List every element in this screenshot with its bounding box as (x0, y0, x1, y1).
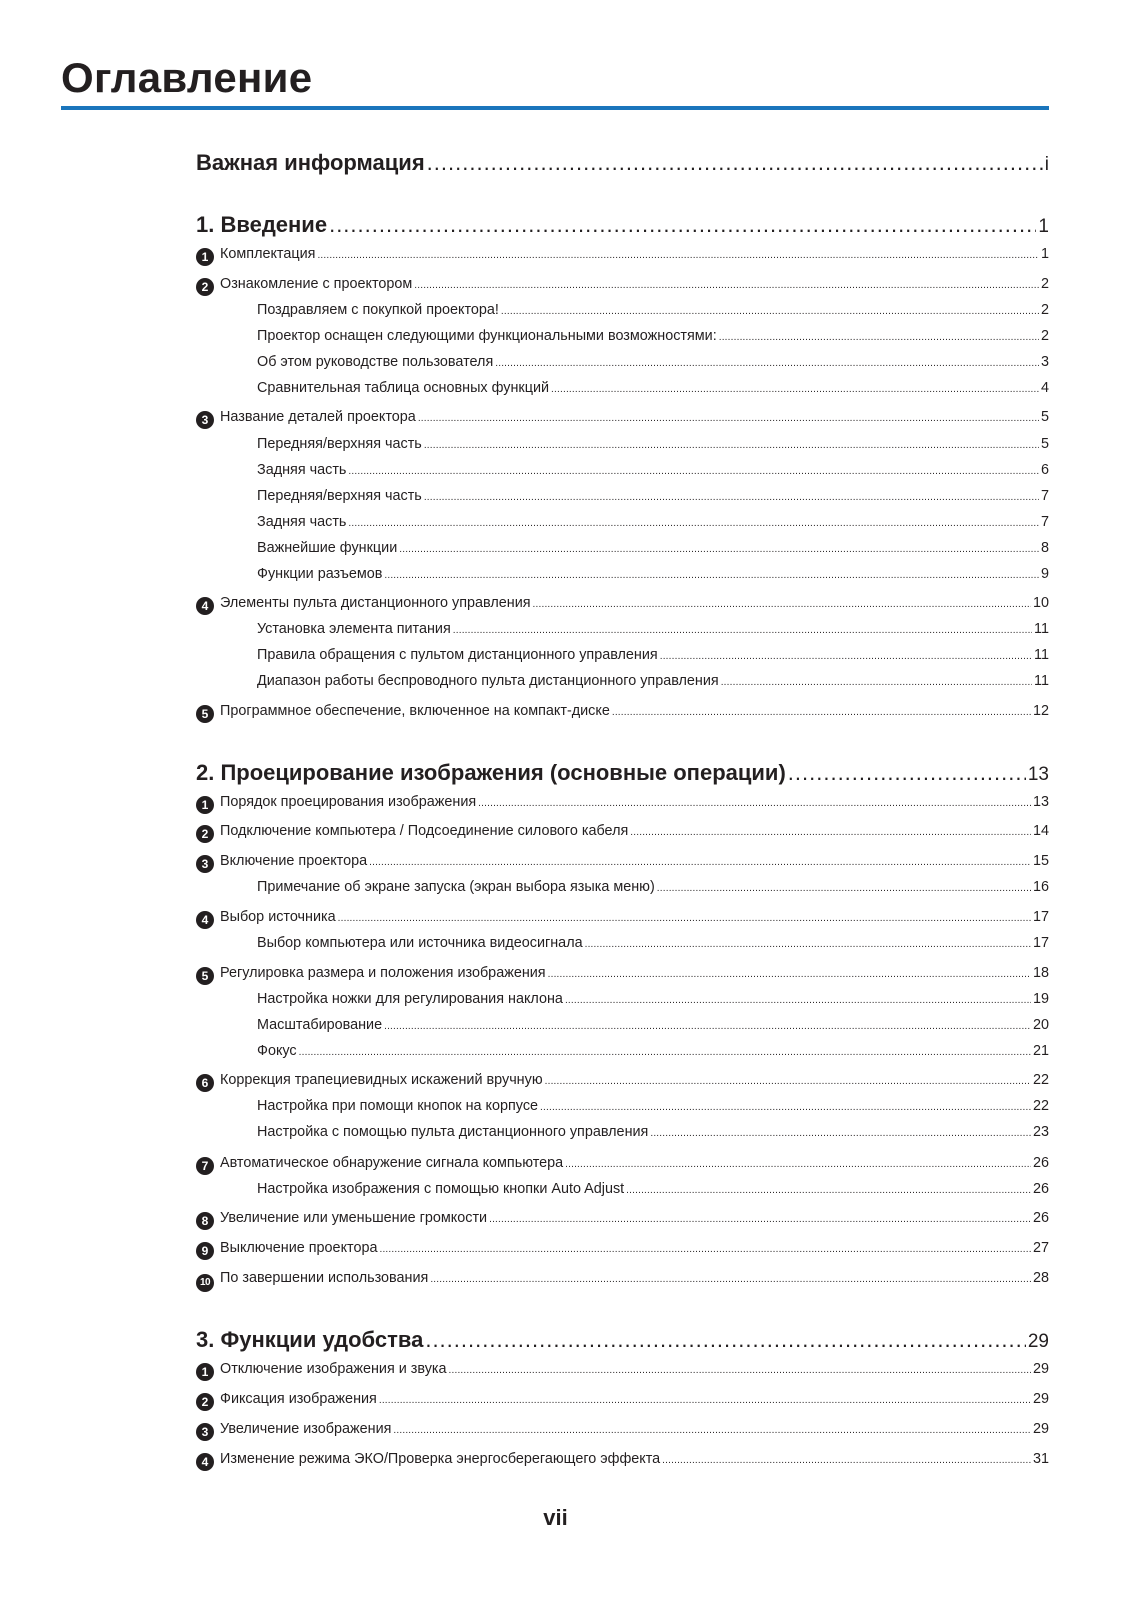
toc-entry-text: Передняя/верхняя часть (257, 488, 422, 504)
toc-entry-label (257, 436, 422, 452)
toc-subsection[interactable] (257, 1124, 1049, 1140)
toc-section[interactable] (196, 1421, 1049, 1441)
toc-entry-text: Название деталей проектора (220, 409, 416, 425)
toc-entry-text: Важнейшие функции (257, 540, 398, 556)
section-number-icon: 2 (196, 1393, 214, 1411)
toc-entry-text: Фокус (257, 1043, 297, 1059)
toc-entry-text: Выключение проектора (220, 1240, 378, 1256)
toc-entry-label (257, 566, 382, 582)
toc-entry-label (257, 647, 658, 663)
toc-page-number: 14 (1032, 823, 1049, 839)
leader-dots (414, 280, 1039, 291)
toc-entry-label (196, 1240, 377, 1260)
toc-page-number: 16 (1032, 879, 1049, 895)
toc-entry-label (196, 1451, 660, 1471)
toc-entry-label (257, 1043, 297, 1059)
toc-page-number: 10 (1032, 595, 1049, 611)
toc-entry-text: Порядок проецирования изображения (220, 794, 477, 810)
toc-page-number: 31 (1032, 1451, 1049, 1467)
toc-section[interactable] (196, 965, 1049, 985)
toc-page-number: 13 (1027, 764, 1049, 785)
toc-entry-text: Настройка при помощи кнопок на корпусе (257, 1098, 539, 1114)
toc-page-number: 11 (1034, 673, 1049, 689)
toc-page-number: 11 (1034, 647, 1049, 663)
toc-entry-label (257, 879, 655, 895)
toc-entry-label (257, 488, 422, 504)
toc-entry-text: По завершении использования (220, 1270, 429, 1286)
toc-entry-text: Фиксация изображения (220, 1391, 377, 1407)
toc-entry-text: 1. Введение (196, 212, 328, 237)
leader-dots (501, 306, 1039, 317)
toc-page-number: i (1044, 154, 1049, 175)
toc-entry-label (257, 1017, 382, 1033)
leader-dots (384, 570, 1039, 581)
toc-subsection[interactable] (257, 621, 1049, 637)
toc-entry-label (196, 1421, 391, 1441)
toc-entry-text: Диапазон работы беспроводного пульта дистанционного управления (257, 673, 719, 689)
toc-section[interactable] (196, 1155, 1049, 1175)
leader-dots (721, 677, 1032, 688)
toc-entry-label (257, 1098, 538, 1114)
leader-dots (418, 413, 1039, 424)
leader-dots (384, 1021, 1031, 1032)
toc-section[interactable] (196, 1361, 1049, 1381)
toc-page-number: 2 (1040, 328, 1049, 344)
toc-subsection[interactable] (257, 302, 1049, 318)
toc-page-number: 9 (1040, 566, 1049, 582)
toc-entry-label (196, 595, 531, 615)
leader-dots (719, 332, 1039, 343)
leader-dots (317, 250, 1039, 261)
toc-subsection[interactable] (257, 673, 1049, 689)
toc-section[interactable] (196, 1270, 1049, 1292)
leader-dots (565, 995, 1031, 1006)
toc-entry-label (257, 1181, 624, 1197)
leader-dots (662, 1455, 1031, 1466)
toc-entry-text: Выбор компьютера или источника видеосигнала (257, 935, 583, 951)
toc-section[interactable] (196, 246, 1049, 266)
toc-page-number: 27 (1032, 1240, 1049, 1256)
leader-dots (425, 1327, 1026, 1353)
toc-section[interactable] (196, 1210, 1049, 1230)
leader-dots (545, 1076, 1031, 1087)
leader-dots (424, 492, 1039, 503)
toc-entry-label (257, 328, 717, 344)
toc-chapter[interactable] (196, 212, 1049, 238)
toc-section[interactable] (196, 909, 1049, 929)
leader-dots (299, 1047, 1031, 1058)
toc-entry-text: Установка элемента питания (257, 621, 451, 637)
toc-entry-text: 3. Функции удобства (196, 1327, 424, 1352)
section-number-icon: 1 (196, 796, 214, 814)
toc-chapter[interactable] (196, 150, 1049, 176)
section-number-icon: 2 (196, 825, 214, 843)
toc-entry-text: Важная информация (196, 150, 425, 175)
toc-entry-text: Примечание об экране запуска (экран выбора языка меню) (257, 879, 655, 895)
leader-dots (585, 939, 1031, 950)
toc-entry-label (196, 703, 610, 723)
toc-page-number: 6 (1040, 462, 1049, 478)
toc-entry-label (257, 302, 499, 318)
leader-dots (424, 440, 1039, 451)
toc-page-number: 7 (1040, 488, 1049, 504)
toc-entry-label (196, 909, 336, 929)
toc-entry-text: Элементы пульта дистанционного управления (220, 595, 531, 611)
toc-section[interactable] (196, 823, 1049, 843)
toc-page-number: 21 (1032, 1043, 1049, 1059)
toc-entry-text: Настройка ножки для регулирования наклона (257, 991, 563, 1007)
toc-page-number: 2 (1040, 276, 1049, 292)
toc-entry-text: Правила обращения с пультом дистанционного управления (257, 647, 658, 663)
toc-subsection[interactable] (257, 462, 1049, 478)
leader-dots (540, 1102, 1031, 1113)
leader-dots (650, 1128, 1031, 1139)
toc-entry-label (196, 1072, 543, 1092)
toc-page-number: 15 (1032, 853, 1049, 869)
toc-entry-text: Поздравляем с покупкой проектора! (257, 302, 499, 318)
toc-entry-text: Передняя/верхняя часть (257, 436, 422, 452)
toc-page-number: 4 (1040, 380, 1049, 396)
section-number-icon: 5 (196, 705, 214, 723)
toc-entry-text: Сравнительная таблица основных функций (257, 380, 550, 396)
leader-dots (657, 883, 1031, 894)
section-number-icon: 3 (196, 855, 214, 873)
section-number-icon: 1 (196, 1363, 214, 1381)
leader-dots (489, 1214, 1031, 1225)
toc-page-number: 17 (1032, 935, 1049, 951)
toc-page-number: 22 (1032, 1098, 1049, 1114)
toc-entry-text: Изменение режима ЭКО/Проверка энергосберегающего эффекта (220, 1451, 661, 1467)
leader-dots (338, 913, 1031, 924)
toc-entry-label (257, 514, 346, 530)
toc-entry-label (196, 965, 546, 985)
toc-section[interactable] (196, 1391, 1049, 1411)
toc-entry-label (196, 1270, 428, 1292)
toc-page-number: 26 (1032, 1181, 1049, 1197)
toc-subsection[interactable] (257, 540, 1049, 556)
toc-page-number: 2 (1040, 302, 1049, 318)
toc-entry-text: Проектор оснащен следующими функциональными возможностями: (257, 328, 717, 344)
toc-entry-label (196, 246, 315, 266)
toc-subsection[interactable] (257, 1017, 1049, 1033)
section-number-icon: 4 (196, 1453, 214, 1471)
toc-entry-label (257, 991, 563, 1007)
toc-subsection[interactable] (257, 1098, 1049, 1114)
toc-section[interactable] (196, 853, 1049, 873)
section-number-icon: 8 (196, 1212, 214, 1230)
toc-page-number: 5 (1040, 409, 1049, 425)
toc-page-number: 11 (1034, 621, 1049, 637)
toc-chapter[interactable] (196, 760, 1049, 786)
toc-page-number: 29 (1032, 1391, 1049, 1407)
toc-section[interactable] (196, 276, 1049, 296)
toc-subsection[interactable] (257, 566, 1049, 582)
toc-subsection[interactable] (257, 514, 1049, 530)
toc-page-number: 29 (1032, 1361, 1049, 1377)
leader-dots (788, 760, 1026, 786)
toc-entry-text: Комплектация (220, 246, 316, 262)
leader-dots (551, 384, 1039, 395)
section-number-icon: 5 (196, 967, 214, 985)
toc-entry-text: Увеличение изображения (220, 1421, 392, 1437)
toc-entry-text: Задняя часть (257, 462, 347, 478)
toc-entry-label (257, 1124, 648, 1140)
toc-entry-text: Функции разъемов (257, 566, 383, 582)
toc-page-number: 12 (1032, 703, 1049, 719)
leader-dots (427, 150, 1043, 176)
toc-page-number: 1 (1040, 246, 1049, 262)
toc-entry-label (196, 1155, 563, 1175)
leader-dots (660, 651, 1032, 662)
toc-subsection[interactable] (257, 328, 1049, 344)
toc-subsection[interactable] (257, 879, 1049, 895)
leader-dots (548, 969, 1031, 980)
leader-dots (453, 625, 1032, 636)
leader-dots (399, 544, 1039, 555)
toc-section[interactable] (196, 703, 1049, 723)
toc-entry-text: Регулировка размера и положения изображения (220, 965, 546, 981)
toc-entry-text: Об этом руководстве пользователя (257, 354, 494, 370)
section-number-icon: 3 (196, 411, 214, 429)
toc-entry-label (196, 760, 786, 786)
section-number-icon: 6 (196, 1074, 214, 1092)
toc-entry-label (257, 935, 583, 951)
toc-entry-text: Включение проектора (220, 853, 368, 869)
toc-section[interactable] (196, 1451, 1049, 1471)
toc-page-number: 18 (1032, 965, 1049, 981)
leader-dots (379, 1244, 1031, 1255)
toc-entry-label (257, 673, 719, 689)
toc-entry-label (257, 354, 493, 370)
toc-entry-label (257, 380, 549, 396)
toc-entry-label (196, 1327, 423, 1353)
leader-dots (630, 827, 1031, 838)
toc-entry-text: Автоматическое обнаружение сигнала компьютера (220, 1155, 564, 1171)
toc-entry-text: Задняя часть (257, 514, 347, 530)
toc-page-number: 13 (1032, 794, 1049, 810)
section-number-icon: 10 (196, 1274, 214, 1292)
toc-entry-label (196, 150, 425, 176)
toc-page-number: 8 (1040, 540, 1049, 556)
toc-entry-text: Масштабирование (257, 1017, 383, 1033)
toc-section[interactable] (196, 1240, 1049, 1260)
toc-entry-text: Ознакомление с проектором (220, 276, 413, 292)
section-number-icon: 4 (196, 597, 214, 615)
leader-dots (565, 1159, 1031, 1170)
toc-entry-text: Выбор источника (220, 909, 336, 925)
toc-entry-label (257, 540, 397, 556)
toc-subsection[interactable] (257, 647, 1049, 663)
toc-subsection[interactable] (257, 354, 1049, 370)
toc-page-number: 29 (1027, 1331, 1049, 1352)
toc-entry-label (196, 212, 327, 238)
toc-entry-label (196, 1391, 377, 1411)
toc-subsection[interactable] (257, 436, 1049, 452)
toc-entry-text: Отключение изображения и звука (220, 1361, 447, 1377)
leader-dots (495, 358, 1039, 369)
leader-dots (533, 599, 1031, 610)
toc-page-number: 23 (1032, 1124, 1049, 1140)
leader-dots (348, 466, 1039, 477)
page-title: Оглавление (61, 54, 313, 101)
toc-subsection[interactable] (257, 935, 1049, 951)
leader-dots (348, 518, 1039, 529)
leader-dots (393, 1425, 1031, 1436)
toc-page-number: 20 (1032, 1017, 1049, 1033)
section-number-icon: 1 (196, 248, 214, 266)
toc-entry-label (196, 794, 476, 814)
section-number-icon: 2 (196, 278, 214, 296)
toc-section[interactable] (196, 794, 1049, 814)
toc-entry-label (257, 621, 451, 637)
toc-entry-text: Программное обеспечение, включенное на компакт-диске (220, 703, 610, 719)
section-number-icon: 3 (196, 1423, 214, 1441)
leader-dots (478, 798, 1031, 809)
leader-dots (449, 1365, 1031, 1376)
toc-entry-label (196, 276, 412, 296)
toc-subsection[interactable] (257, 991, 1049, 1007)
leader-dots (430, 1274, 1031, 1285)
toc-entry-label (196, 853, 367, 873)
toc-page-number: 19 (1032, 991, 1049, 1007)
toc-page-number: 22 (1032, 1072, 1049, 1088)
section-number-icon: 4 (196, 911, 214, 929)
leader-dots (369, 857, 1031, 868)
leader-dots (612, 707, 1031, 718)
toc-subsection[interactable] (257, 1181, 1049, 1197)
toc-page-number: 26 (1032, 1210, 1049, 1226)
toc-page-number: 5 (1040, 436, 1049, 452)
toc-entry-text: Увеличение или уменьшение громкости (220, 1210, 488, 1226)
toc-entry-text: Настройка с помощью пульта дистанционного управления (257, 1124, 649, 1140)
toc-entry-label (196, 1361, 447, 1381)
toc-page-number: 17 (1032, 909, 1049, 925)
leader-dots (329, 212, 1036, 238)
toc-page-number: 26 (1032, 1155, 1049, 1171)
toc-subsection[interactable] (257, 1043, 1049, 1059)
toc-subsection[interactable] (257, 488, 1049, 504)
toc-subsection[interactable] (257, 380, 1049, 396)
toc-entry-text: Подключение компьютера / Подсоединение силового кабеля (220, 823, 629, 839)
toc-page-number: 7 (1040, 514, 1049, 530)
section-number-icon: 9 (196, 1242, 214, 1260)
toc-page-number: 1 (1038, 216, 1049, 237)
leader-dots (626, 1185, 1031, 1196)
toc-entry-label (196, 823, 628, 843)
toc-entry-label (257, 462, 346, 478)
toc-entry-text: 2. Проецирование изображения (основные операции) (196, 760, 786, 785)
toc-page-number: 29 (1032, 1421, 1049, 1437)
toc-page-number: 28 (1032, 1270, 1049, 1286)
toc-entry-label (196, 1210, 487, 1230)
toc-section[interactable] (196, 1072, 1049, 1092)
section-number-icon: 7 (196, 1157, 214, 1175)
toc-page-number: 3 (1040, 354, 1049, 370)
toc-chapter[interactable] (196, 1327, 1049, 1353)
page-number: vii (543, 1505, 568, 1530)
leader-dots (379, 1395, 1031, 1406)
toc-entry-text: Коррекция трапециевидных искажений вручную (220, 1072, 543, 1088)
toc-section[interactable] (196, 409, 1049, 429)
toc-entry-text: Настройка изображения с помощью кнопки Auto Adjust (257, 1181, 625, 1197)
toc-entry-label (196, 409, 416, 429)
toc-section[interactable] (196, 595, 1049, 615)
